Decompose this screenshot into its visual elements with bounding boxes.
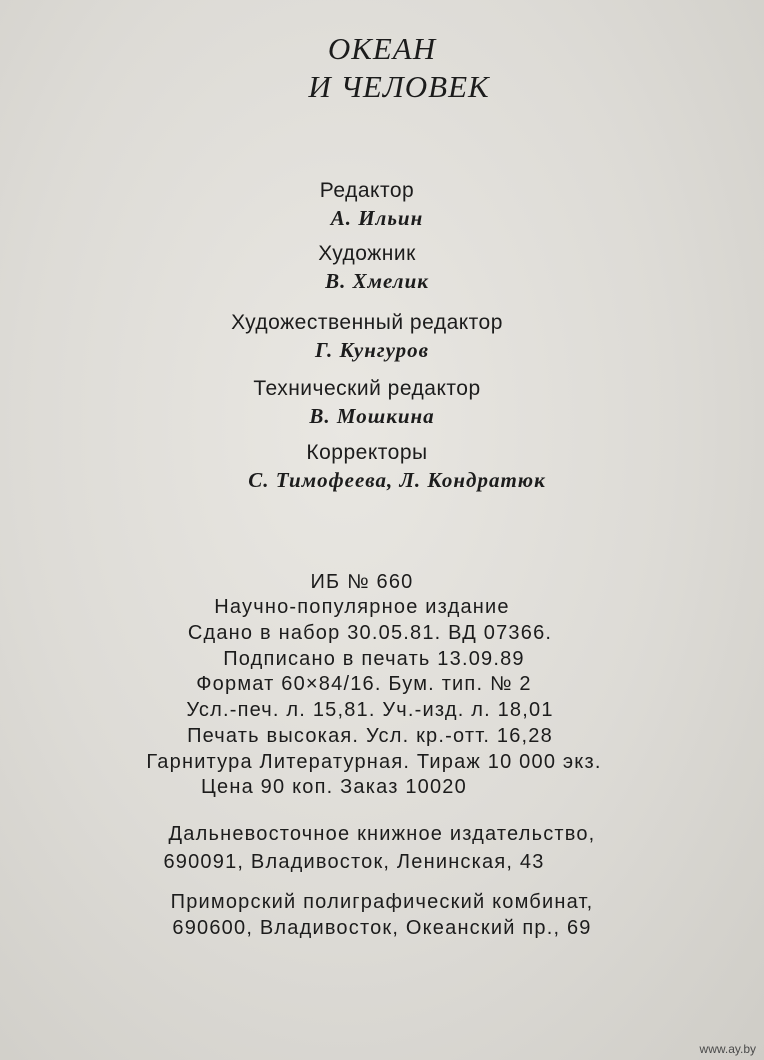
printer-name: Приморский полиграфический комбинат, <box>170 891 594 913</box>
credit-technical-editor <box>0 376 764 430</box>
imprint-line: Цена 90 коп. Заказ 10020 <box>201 776 467 798</box>
imprint-line: Сдано в набор 30.05.81. ВД 07366. <box>187 622 553 644</box>
credit-name: С. Тимофеева, Л. Кондратюк <box>248 468 546 492</box>
imprint-line: ИБ № 660 <box>310 571 414 593</box>
title-line-2: И ЧЕЛОВЕК <box>308 69 490 104</box>
book-title <box>0 30 764 106</box>
credit-art-editor <box>0 310 764 364</box>
credit-editor <box>0 178 764 232</box>
credit-artist <box>0 241 764 295</box>
credit-name: В. Мошкина <box>309 404 435 428</box>
publisher-name: Дальневосточное книжное издательство, <box>168 823 596 845</box>
imprint-line: Усл.-печ. л. 15,81. Уч.-изд. л. 18,01 <box>186 699 554 721</box>
title-line-1: ОКЕАН <box>327 31 437 66</box>
imprint-line: Печать высокая. Усл. кр.-отт. 16,28 <box>187 725 553 747</box>
credit-role: Художник <box>318 242 416 265</box>
publisher-address: 690091, Владивосток, Ленинская, 43 <box>163 851 545 873</box>
credit-role: Корректоры <box>306 441 428 464</box>
credit-name: В. Хмелик <box>325 269 429 293</box>
credit-role: Редактор <box>319 179 415 202</box>
imprint-line: Формат 60×84/16. Бум. тип. № 2 <box>196 673 532 695</box>
watermark: www.ay.by <box>699 1042 756 1056</box>
credit-name: Г. Кунгуров <box>314 338 430 362</box>
imprint-line: Научно-популярное издание <box>214 596 510 618</box>
imprint-line: Подписано в печать 13.09.89 <box>223 648 525 670</box>
credit-role: Технический редактор <box>253 377 481 400</box>
credit-role: Художественный редактор <box>231 311 503 334</box>
printer-address: 690600, Владивосток, Океанский пр., 69 <box>172 917 592 939</box>
imprint-line: Гарнитура Литературная. Тираж 10 000 экз. <box>146 751 602 773</box>
credit-proofreaders <box>0 440 764 494</box>
credit-name: А. Ильин <box>330 206 424 230</box>
